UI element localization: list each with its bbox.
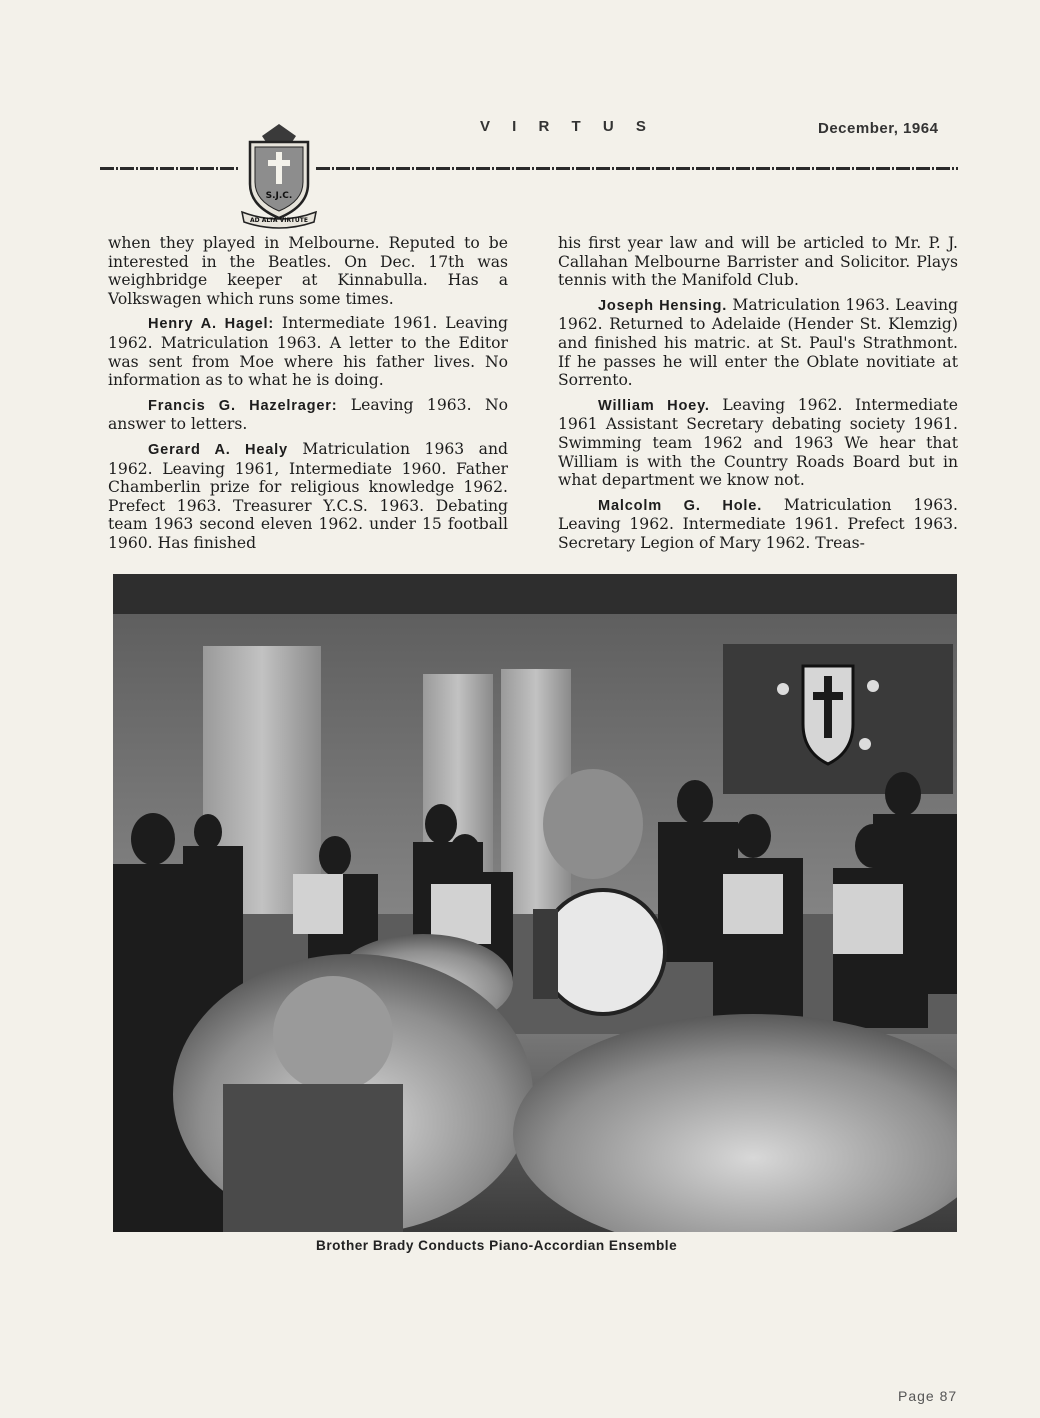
right-text-column — [558, 234, 958, 559]
masthead-title: V I R T U S — [480, 118, 655, 135]
student-name: Henry A. Hagel: — [148, 316, 275, 333]
student-entry: Leaving 1963. No answer to letters. — [108, 395, 508, 434]
student-entry: Intermediate 1961. Leaving 1962. Matriculation 1963. A letter to the Editor was sent from Moe where his father lives. No information as to what he is doing. — [108, 314, 508, 390]
student-entry: Leaving 1962. Intermediate 1961 Assistant Secretary debating society 1961. Swimming team 1962 and 1963 We hear that William is with the Country Roads Board but in what department we know not. — [558, 395, 958, 490]
page-number: Page 87 — [898, 1388, 958, 1404]
paragraph — [108, 314, 508, 389]
paragraph — [558, 496, 958, 553]
paragraph — [108, 396, 508, 434]
paragraph: his first year law and will be articled to Mr. P. J. Callahan Melbourne Barrister and Solicitor. Plays tennis with the Manifold Club. — [558, 234, 958, 290]
student-name: William Hoey. — [598, 397, 710, 414]
left-text-column — [108, 234, 508, 559]
paragraph — [558, 396, 958, 490]
student-name: Malcolm G. Hole. — [598, 497, 763, 514]
paragraph: when they played in Melbourne. Reputed to be interested in the Beatles. On Dec. 17th was weighbridge keeper at Kinnabulla. Has a Volkswagen which runs some times. — [108, 234, 508, 308]
header-rule-right — [316, 167, 958, 170]
student-name: Gerard A. Healy — [148, 441, 288, 458]
header-rule-left — [100, 167, 240, 170]
school-crest-icon — [240, 122, 318, 230]
student-name: Joseph Hensing. — [598, 297, 728, 314]
svg-text:S.J.C.: S.J.C. — [265, 191, 293, 201]
student-entry: Matriculation 1963. Leaving 1962. Intermediate 1961. Prefect 1963. Secretary Legion of Mary 1962. Treas- — [558, 495, 958, 552]
issue-date: December, 1964 — [818, 120, 939, 137]
paragraph — [558, 296, 958, 390]
student-name: Francis G. Hazelrager: — [148, 397, 338, 414]
student-entry: Matriculation 1963. Leaving 1962. Returned to Adelaide (Hender St. Klemzig) and finished his matric. at St. Paul's Strathmont. If he passes he will enter the Oblate novitiate at Sorrento. — [558, 295, 958, 390]
student-entry: Matriculation 1963 and 1962. Leaving 1961, Intermediate 1960. Father Chamberlin prize for religious knowledge 1962. Prefect 1963. Treasurer Y.C.S. 1963. Debating team 1963 second eleven 1962. under 15 football 1960. Has finished — [108, 439, 508, 552]
paragraph — [108, 440, 508, 553]
photo-caption: Brother Brady Conducts Piano-Accordian Ensemble — [316, 1238, 678, 1253]
svg-text:AD ALTA VIRTUTE: AD ALTA VIRTUTE — [250, 217, 308, 224]
ensemble-photo — [113, 574, 957, 1232]
